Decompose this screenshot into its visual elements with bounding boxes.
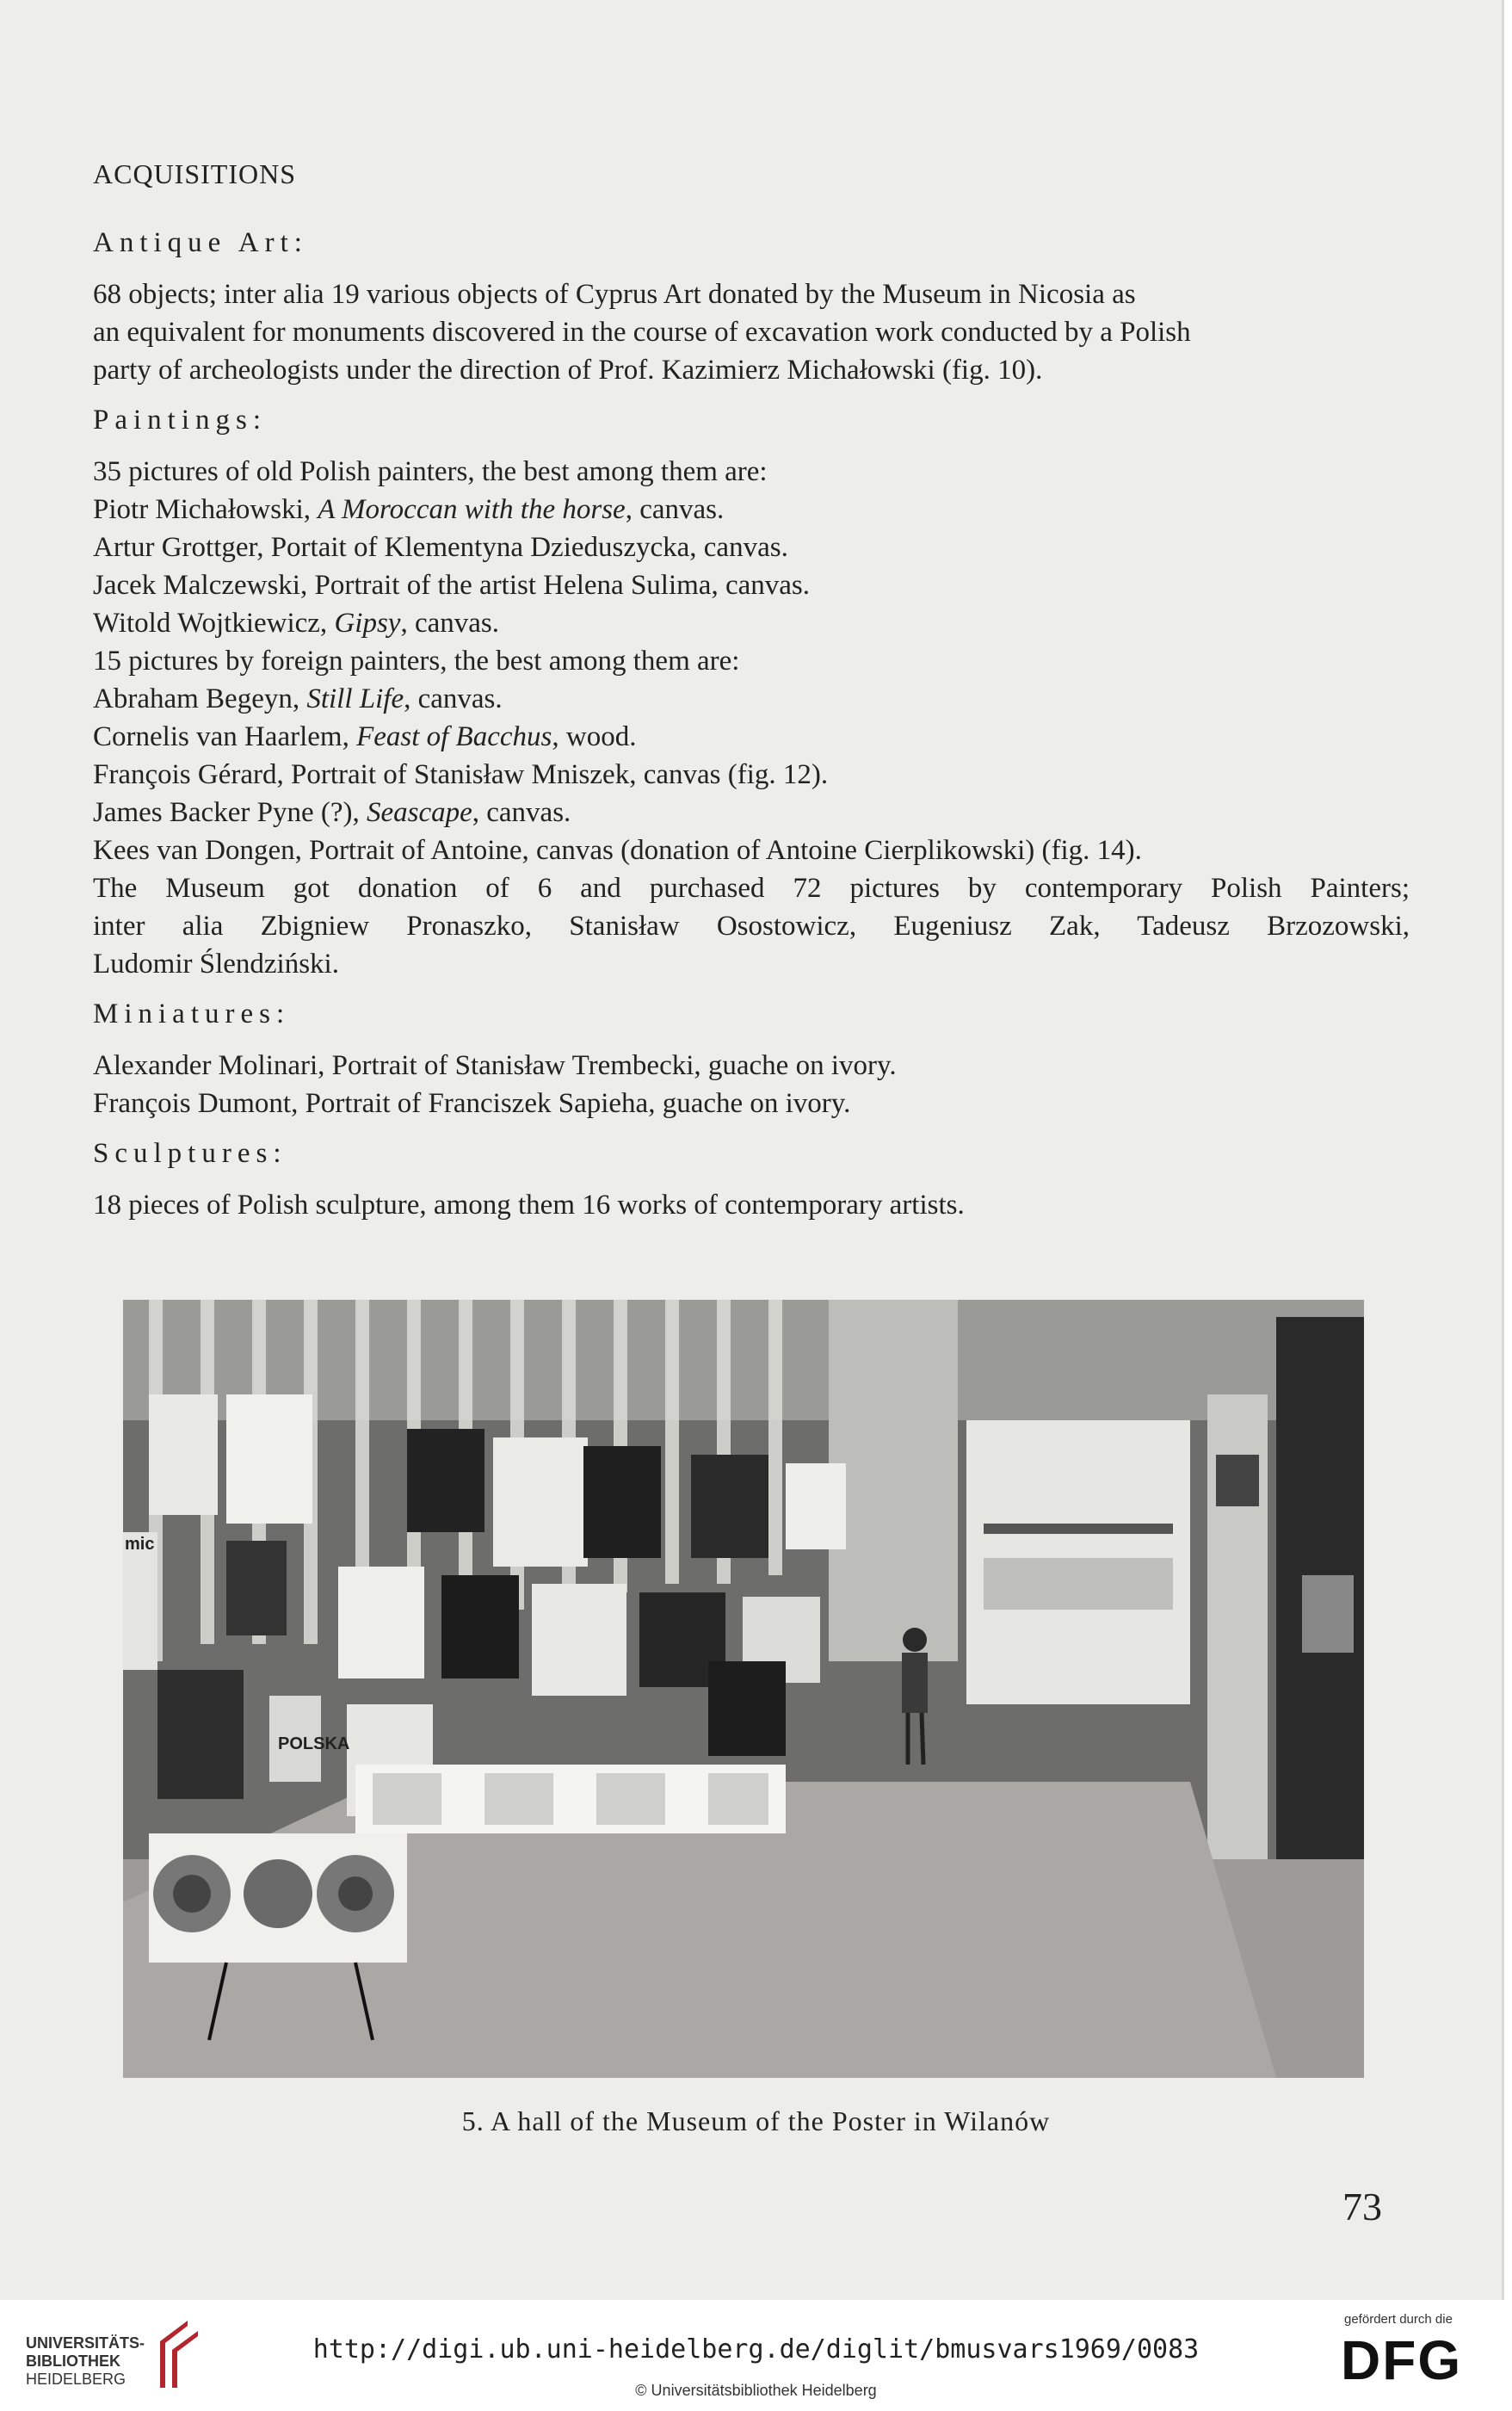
text-line: 15 pictures by foreign painters, the best among them are: xyxy=(93,646,740,677)
paragraph-paintings xyxy=(93,453,1410,983)
artist-name: Witold Wojtkiewicz, xyxy=(93,608,335,639)
library-footer xyxy=(0,2300,1512,2411)
funded-by-label: gefördert durch die xyxy=(1344,2312,1453,2327)
artwork-medium: , canvas. xyxy=(472,797,571,828)
text-line-haarlem xyxy=(93,718,1410,756)
photo-caption: 5. A hall of the Museum of the Poster in Wilanów xyxy=(461,2105,1051,2136)
paragraph-miniatures xyxy=(93,1047,1410,1122)
page-heading: ACQUISITIONS xyxy=(93,158,296,189)
text-line: François Dumont, Portrait of Franciszek Sapieha, guache on ivory. xyxy=(93,1088,851,1119)
text-line: The Museum got donation of 6 and purchased 72 pictures by contemporary Polish Painters; xyxy=(93,873,1410,904)
library-name-line: UNIVERSITÄTS- xyxy=(26,2334,145,2352)
section-label-paintings: Paintings: xyxy=(93,405,268,436)
paragraph-antique-art xyxy=(93,275,1410,389)
text-line-wojtkiewicz xyxy=(93,604,1410,642)
poster-text: mic xyxy=(125,1535,155,1554)
artwork-medium: , canvas. xyxy=(404,683,503,714)
text-line-pyne xyxy=(93,794,1410,831)
artwork-title: Gipsy xyxy=(334,608,401,639)
artist-name: Cornelis van Haarlem, xyxy=(93,721,357,752)
section-label-antique-art: Antique Art: xyxy=(93,227,308,258)
text-line: Artur Grottger, Portait of Klementyna Dzieduszycka, canvas. xyxy=(93,532,788,563)
library-name-line: BIBLIOTHEK xyxy=(26,2352,120,2370)
text-line: inter alia Zbigniew Pronaszko, Stanisław Osostowicz, Eugeniusz Zak, Tadeusz Brzozowski, xyxy=(93,911,1410,942)
document-text xyxy=(93,155,1410,1224)
text-line-michalowski xyxy=(93,491,1410,529)
photo-illustration xyxy=(123,1300,1364,2078)
text-line: Alexander Molinari, Portrait of Stanisław Trembecki, guache on ivory. xyxy=(93,1050,897,1081)
exhibition-hall-photo xyxy=(123,1300,1364,2078)
paragraph-sculptures xyxy=(93,1186,1410,1224)
artwork-title: Still Life xyxy=(306,683,404,714)
text-line: 35 pictures of old Polish painters, the best among them are: xyxy=(93,456,768,487)
artist-name: Piotr Michałowski, xyxy=(93,494,318,525)
text-line: 18 pieces of Polish sculpture, among them 16 works of contemporary artists. xyxy=(93,1190,965,1221)
text-line: party of archeologists under the direction of Prof. Kazimierz Michałowski (fig. 10). xyxy=(93,355,1043,386)
page-number: 73 xyxy=(1342,2185,1382,2229)
artist-name: James Backer Pyne (?), xyxy=(93,797,367,828)
text-line: François Gérard, Portrait of Stanisław Mniszek, canvas (fig. 12). xyxy=(93,759,829,790)
artwork-title: Seascape xyxy=(366,797,472,828)
text-line: an equivalent for monuments discovered in the course of excavation work conducted by a Polish xyxy=(93,317,1191,348)
artwork-medium: , wood. xyxy=(552,721,637,752)
section-label-miniatures: Miniatures: xyxy=(93,998,291,1029)
text-line: Jacek Malczewski, Portrait of the artist Helena Sulima, canvas. xyxy=(93,570,810,601)
text-line: Kees van Dongen, Portrait of Antoine, canvas (donation of Antoine Cierplikowski) (fig. 14). xyxy=(93,835,1142,866)
text-line: 68 objects; inter alia 19 various objects of Cyprus Art donated by the Museum in Nicosia as xyxy=(93,279,1136,310)
artwork-title: A Moroccan with the horse xyxy=(318,494,626,525)
library-name-line: HEIDELBERG xyxy=(26,2371,127,2388)
dfg-logo: DFG xyxy=(1341,2329,1463,2391)
text-line: Ludomir Ślendziński. xyxy=(93,949,339,980)
artwork-medium: , canvas. xyxy=(625,494,725,525)
text-line-begeyn xyxy=(93,680,1410,718)
artwork-medium: , canvas. xyxy=(400,608,499,639)
artwork-title: Feast of Bacchus xyxy=(356,721,552,752)
poster-text: POLSKA xyxy=(278,1734,350,1753)
document-url-link[interactable]: http://digi.ub.uni-heidelberg.de/diglit/bmusvars1969/0083 xyxy=(312,2334,1200,2365)
artist-name: Abraham Begeyn, xyxy=(93,683,307,714)
section-label-sculptures: Sculptures: xyxy=(93,1138,287,1169)
copyright-notice: © Universitätsbibliothek Heidelberg xyxy=(635,2382,877,2399)
